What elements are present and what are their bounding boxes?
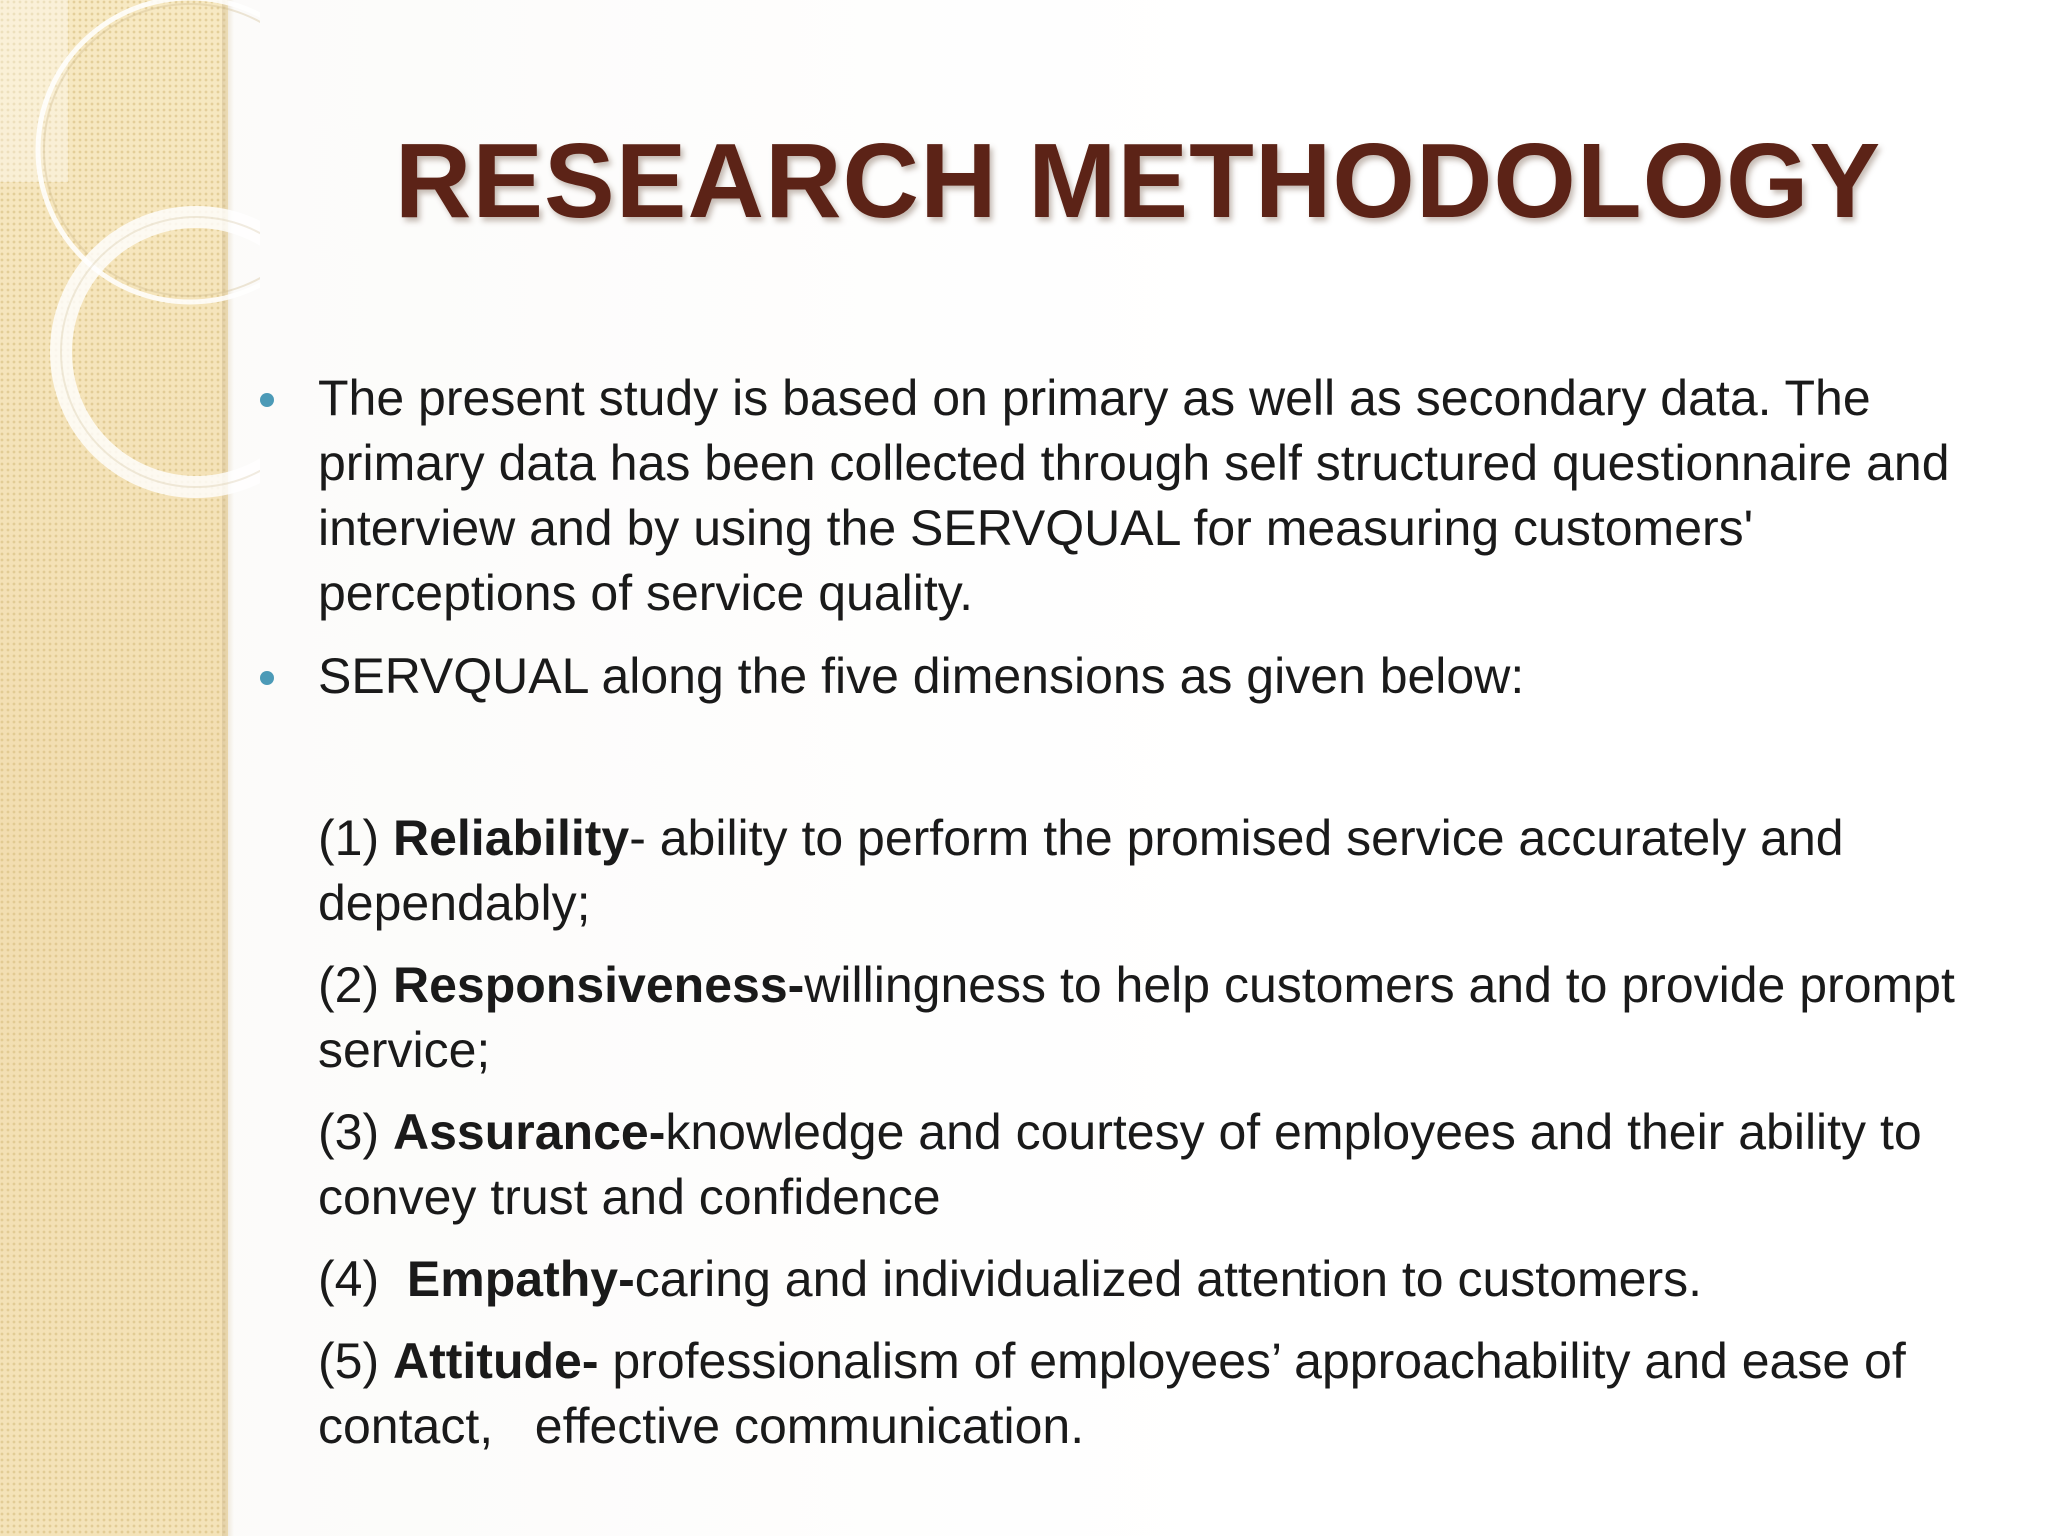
bullet-text: SERVQUAL along the five dimensions as given below: bbox=[318, 648, 1525, 704]
bullet-item bbox=[318, 644, 2018, 709]
dimension-item-assurance bbox=[318, 1100, 2018, 1230]
dimension-description: professionalism of employees’ approachability and ease of contact, effective communication. bbox=[318, 1333, 1920, 1454]
slide-body bbox=[318, 366, 2018, 1459]
dimension-number: (1) bbox=[318, 810, 393, 866]
dimension-description: knowledge and courtesy of employees and their ability to convey trust and confidence bbox=[318, 1104, 1922, 1225]
bullet-dot-icon bbox=[260, 671, 274, 685]
dimension-item-reliability bbox=[318, 806, 2018, 936]
dimension-item-responsiveness bbox=[318, 953, 2018, 1083]
dimension-item-attitude bbox=[318, 1329, 2018, 1459]
dimension-term: Attitude- bbox=[393, 1333, 599, 1389]
dimension-term: Responsiveness- bbox=[393, 957, 805, 1013]
decorative-rings bbox=[0, 0, 260, 520]
dimension-description: willingness to help customers and to provide prompt service; bbox=[318, 957, 1955, 1078]
dimension-term: Reliability bbox=[393, 810, 630, 866]
dimension-number: (4) bbox=[318, 1251, 407, 1307]
dimension-term: Empathy- bbox=[406, 1251, 635, 1307]
dimension-number: (2) bbox=[318, 957, 393, 1013]
bullet-text: The present study is based on primary as well as secondary data. The primary data has been collected through self structured questionnaire and interview and by using the SERVQUAL for measuring customers' perceptions of service quality. bbox=[318, 370, 1950, 621]
dimension-number: (5) bbox=[318, 1333, 393, 1389]
bullet-dot-icon bbox=[260, 393, 274, 407]
bullet-item bbox=[318, 366, 2018, 626]
dimension-list bbox=[318, 806, 2018, 1459]
dimension-item-empathy bbox=[318, 1247, 2018, 1312]
slide-title: RESEARCH METHODOLOGY bbox=[394, 122, 1882, 240]
dimension-description: - ability to perform the promised service accurately and dependably; bbox=[318, 810, 1844, 931]
dimension-description: caring and individualized attention to customers. bbox=[634, 1251, 1703, 1307]
dimension-number: (3) bbox=[318, 1104, 393, 1160]
dimension-term: Assurance- bbox=[393, 1104, 666, 1160]
